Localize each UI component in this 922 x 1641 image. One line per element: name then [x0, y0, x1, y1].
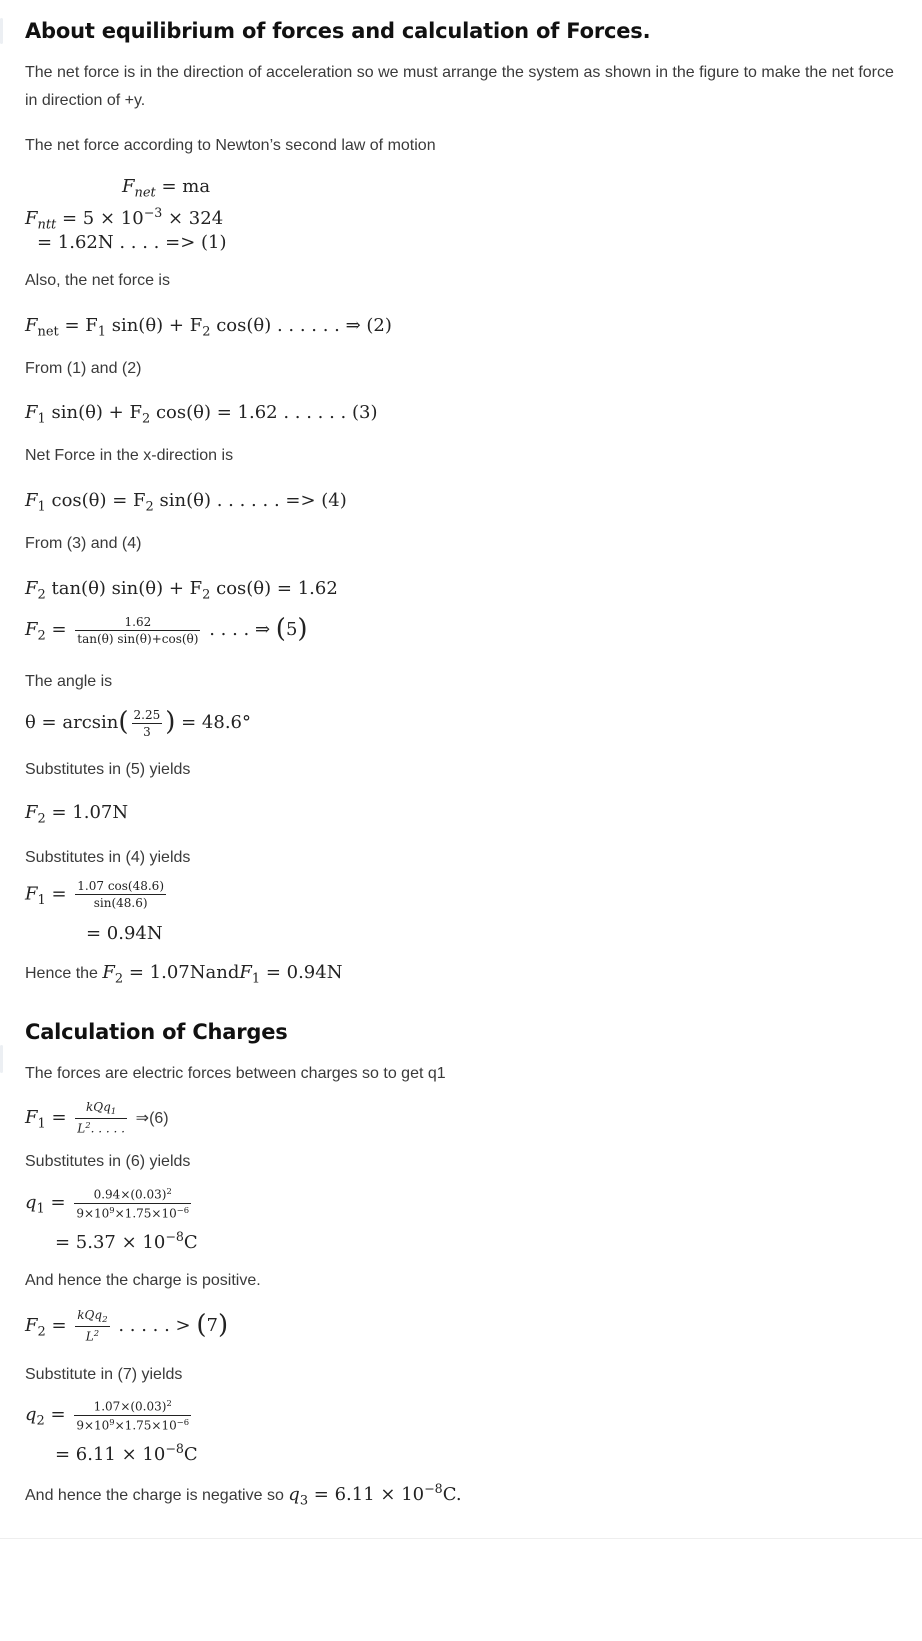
eq-result-1: = 1.62N . . . . => (1)	[37, 232, 227, 253]
eq-f1-frac: $F_1$ = $\frac{1.07 \cos(48.6)}{\sin(48.6)}$	[25, 879, 164, 910]
eq-q2-frac: $q_2$ = $\frac{1.07\times(0.03)^2}{9\times 10^9\times 1.75\times 10^{-6}}$	[25, 1398, 190, 1433]
sub4-text: Substitutes in (4) yields	[25, 849, 191, 866]
eq-f1-result: = 0.94N	[86, 923, 163, 944]
eq-4: $F_1$ $\cos(\theta) = F_2$ sin(θ) . . . . . . => (4)	[25, 490, 347, 515]
from12-text: From (1) and (2)	[25, 360, 142, 377]
eq-q2-result: = $6.11 \times 10^{-8}C$	[55, 1441, 198, 1465]
newton-text: The net force according to Newton’s second law of motion	[25, 137, 436, 154]
negative-charge-line: And hence the charge is negative so $q_3 = 6.11 \times 10^{-8}C$.	[25, 1481, 462, 1509]
eq-theta: θ = arcsin( $\frac{2.25}{3}$ ) = 48.6°	[25, 707, 252, 739]
eq-7: $F_2$ = $\frac{kQq_2}{L^2}$ . . . . . > (7)	[25, 1308, 229, 1344]
sub5-text: Substitutes in (5) yields	[25, 761, 191, 778]
from34-text: From (3) and (4)	[25, 535, 142, 552]
bottom-divider	[0, 1538, 922, 1539]
eq-fnet-ma: $F_{net}$ = ma	[122, 176, 211, 201]
section-rule-2	[0, 1045, 3, 1073]
eq-2: $F_{net} = F_1$ $\sin(\theta) + F_2$ cos(θ) . . . . . . ⇒ (2)	[25, 315, 392, 340]
eq-q1-frac: $q_1$ = $\frac{0.94\times(0.03)^2}{9\times 10^9\times 1.75\times 10^{-6}}$	[25, 1186, 190, 1221]
hence-forces: Hence the $F_2$ = 1.07NandF$_1$ = 0.94N	[25, 962, 343, 987]
section-heading-forces: About equilibrium of forces and calculation of Forces.	[25, 19, 651, 43]
eq-q1-result: = $5.37 \times 10^{-8}C$	[55, 1229, 198, 1253]
charges-intro: The forces are electric forces between charges so to get q1	[25, 1065, 446, 1082]
intro-line-2: in direction of +y.	[25, 92, 146, 109]
eq-5: $F_2$ = $\frac{1.62}{\tan(\theta) \sin(\theta)+\cos(\theta)}$ . . . . ⇒ (5)	[25, 614, 308, 646]
netx-text: Net Force in the x-direction is	[25, 447, 234, 464]
sub7-text: Substitute in (7) yields	[25, 1366, 183, 1383]
eq-3: $F_1$ $\sin(\theta) + F_2$ cos(θ) = 1.62 . . . . . . (3)	[25, 402, 378, 427]
positive-text: And hence the charge is positive.	[25, 1272, 261, 1289]
eq-6: $F_1$ = $\frac{kQq_1}{L^2. . . . .}$ ⇒(6)	[25, 1100, 169, 1136]
also-text: Also, the net force is	[25, 272, 170, 289]
angle-text: The angle is	[25, 673, 113, 690]
intro-line-1: The net force is in the direction of acceleration so we must arrange the system as shown in the figure to make the net force	[25, 64, 894, 81]
eq-f2-value: $F_2 = 1.07N$	[25, 802, 129, 827]
eq-tan: $F_2$ tan(θ) $\sin(\theta) + F_2$ cos(θ) = 1.62	[25, 578, 338, 603]
sub6-text: Substitutes in (6) yields	[25, 1153, 191, 1170]
eq-fntt: $F_{ntt} = 5 \times 10^{-3} \times 324$	[25, 205, 224, 233]
section-heading-charges: Calculation of Charges	[25, 1020, 288, 1044]
section-rule-1	[0, 18, 3, 44]
